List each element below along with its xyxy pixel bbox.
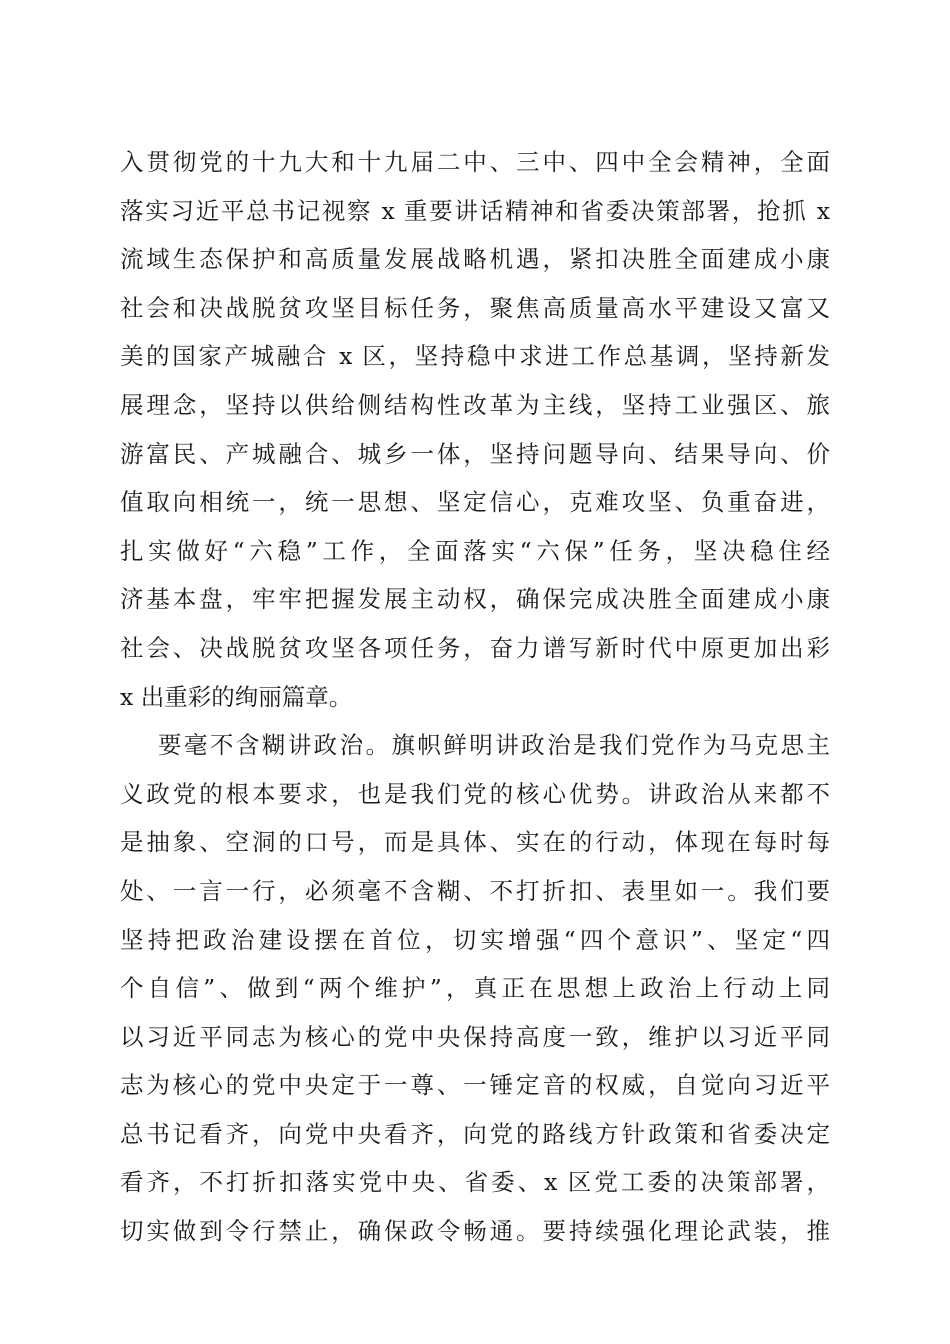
text-line-3: 流域生态保护和高质量发展战略机遇，紧扣决胜全面建成小康	[120, 245, 830, 274]
text-line-16: 处、一言一行，必须毫不含糊、不打折扣、表里如一。我们要	[120, 876, 830, 905]
text-line-12: x 出重彩的绚丽篇章。	[120, 682, 353, 711]
text-line-15: 是抽象、空洞的口号，而是具体、实在的行动，体现在每时每	[120, 828, 830, 857]
text-line-23: 切实做到令行禁止，确保政令畅通。要持续强化理论武装，推	[120, 1217, 830, 1246]
text-line-1: 入贯彻党的十九大和十九届二中、三中、四中全会精神，全面	[120, 148, 830, 176]
text-line-4: 社会和决战脱贫攻坚目标任务，聚焦高质量高水平建设又富又	[120, 293, 830, 322]
text-line-5: 美的国家产城融合 x 区，坚持稳中求进工作总基调，坚持新发	[120, 342, 830, 371]
text-line-22: 看齐，不打折扣落实党中央、省委、x 区党工委的决策部署，	[120, 1168, 830, 1197]
text-line-8: 值取向相统一，统一思想、坚定信心，克难攻坚、负重奋进，	[120, 488, 830, 517]
body-text	[120, 138, 830, 1256]
text-line-19: 以习近平同志为核心的党中央保持高度一致，维护以习近平同	[120, 1022, 830, 1051]
text-line-6: 展理念，坚持以供给侧结构性改革为主线，坚持工业强区、旅	[120, 390, 830, 419]
text-line-21: 总书记看齐，向党中央看齐，向党的路线方针政策和省委决定	[120, 1119, 830, 1148]
text-line-17: 坚持把政治建设摆在首位，切实增强“四个意识”、坚定“四	[120, 925, 830, 954]
text-line-14: 义政党的根本要求，也是我们党的核心优势。讲政治从来都不	[120, 779, 830, 808]
paragraph-start-line: 要毫不含糊讲政治。旗帜鲜明讲政治是我们党作为马克思主	[158, 731, 830, 760]
text-line-10: 济基本盘，牢牢把握发展主动权，确保完成决胜全面建成小康	[120, 585, 830, 614]
text-line-20: 志为核心的党中央定于一尊、一锤定音的权威，自觉向习近平	[120, 1071, 830, 1100]
text-line-18: 个自信”、做到“两个维护”，真正在思想上政治上行动上同	[120, 974, 830, 1003]
text-line-2: 落实习近平总书记视察 x 重要讲话精神和省委决策部署，抢抓 x	[120, 196, 830, 225]
text-line-9: 扎实做好“六稳”工作，全面落实“六保”任务，坚决稳住经	[120, 536, 830, 565]
text-line-11: 社会、决战脱贫攻坚各项任务，奋力谱写新时代中原更加出彩	[120, 633, 830, 662]
text-line-7: 游富民、产城融合、城乡一体，坚持问题导向、结果导向、价	[120, 439, 830, 468]
